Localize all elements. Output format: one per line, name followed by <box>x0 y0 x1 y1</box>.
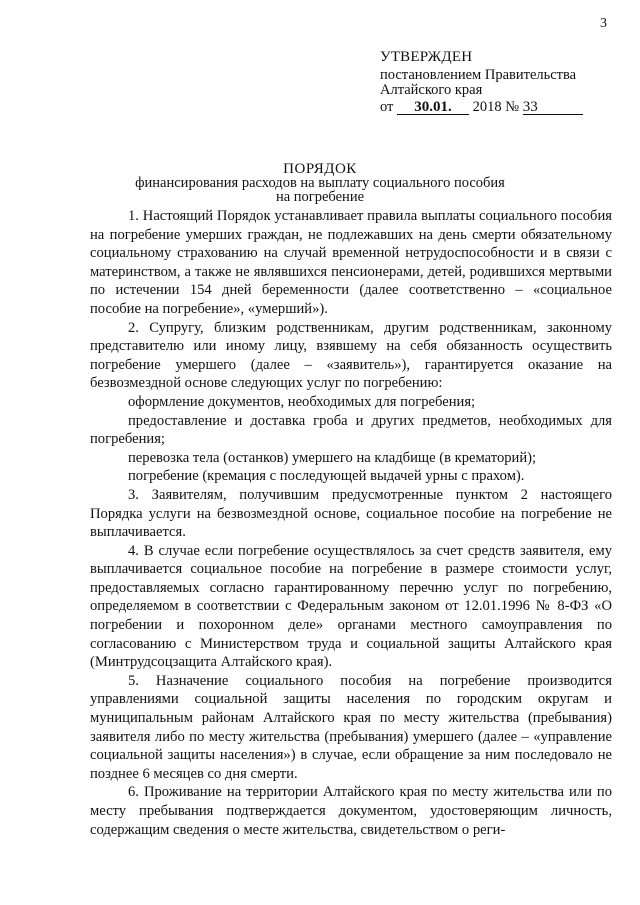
approval-title: УТВЕРЖДЕН <box>380 49 473 65</box>
approval-line-resolution: постановлением Правительства <box>380 67 577 83</box>
paragraph-3: 3. Заявителям, получившим предусмотренные пунктом 2 настоящего Порядка услуги на безвозмездной основе, социальное пособие на погребение не выплачивается. <box>90 486 612 541</box>
document-body <box>90 207 612 839</box>
date-value: 30.01. <box>397 101 469 115</box>
heading-subtitle-line-2: на погребение <box>275 189 365 205</box>
paragraph-4: 4. В случае если погребение осуществлялось за счет средств заявителя, ему выплачивается социальное пособие на погребение в размере стоимости услуг, предоставляемых согласно гарантированному перечню услуг по погребению, определяемом в соответствии с Федеральным законом от 12.01.1996 № 8-ФЗ «О погребении и похоронном деле» органами местного самоуправления по согласованию с Министерством труда и социальной защиты Алтайского края (Минтрудсоцзащита Алтайского края). <box>90 542 612 671</box>
approval-line-region: Алтайского края <box>380 82 483 98</box>
date-prefix: от <box>380 99 394 115</box>
document-heading <box>0 162 640 204</box>
paragraph-6: 6. Проживание на территории Алтайского края по месту жительства или по месту пребывания подтверждается документом, удостоверяющим личность, содержащим сведения о месте жительства, свидетельством о реги- <box>90 784 612 838</box>
approval-stamp <box>380 50 620 115</box>
service-item-documents: оформление документов, необходимых для погребения; <box>128 393 476 410</box>
heading-subtitle-line-1: финансирования расходов на выплату социального пособия <box>135 175 505 191</box>
service-item-coffin: предоставление и доставка гроба и других предметов, необходимых для погребения; <box>90 412 612 448</box>
paragraph-2: 2. Супругу, близким родственникам, другим родственникам, законному представителю или иному лицу, взявшему на себя обязанность осуществить погребение умершего (далее – «заявитель»), гарантируется оказание на безвозмездной основе следующих услуг по погребению: <box>90 319 612 392</box>
resolution-number: 33 <box>523 101 583 115</box>
year-text: 2018 № <box>472 99 520 115</box>
service-item-burial: погребение (кремация с последующей выдачей урны с прахом). <box>128 468 525 485</box>
service-item-transport: перевозка тела (останков) умершего на кладбище (в крематорий); <box>128 449 537 466</box>
paragraph-5: 5. Назначение социального пособия на погребение производится управлениями социальной защиты населения по городским округам и муниципальным районам Алтайского края по месту жительства (пребывания) заявителя либо по месту жительства (пребывания) умершего (далее – «управление социальной защиты населения») в случае, если обращение за ним последовало не позднее 6 месяцев со дня смерти. <box>90 672 612 782</box>
page-number: 3 <box>600 16 607 31</box>
approval-date-line <box>380 100 620 115</box>
paragraph-1: 1. Настоящий Порядок устанавливает правила выплаты социального пособия на погребение умерших граждан, не подлежавших на день смерти обязательному социальному страхованию на случай временной нетрудоспособности и в связи с материнством, а также не являвшихся пенсионерами, детей, родившихся мертвыми по истечении 154 дней беременности (далее соответственно – «социальное пособие на погребение», «умерший»). <box>90 208 612 317</box>
heading-title: ПОРЯДОК <box>283 161 357 177</box>
